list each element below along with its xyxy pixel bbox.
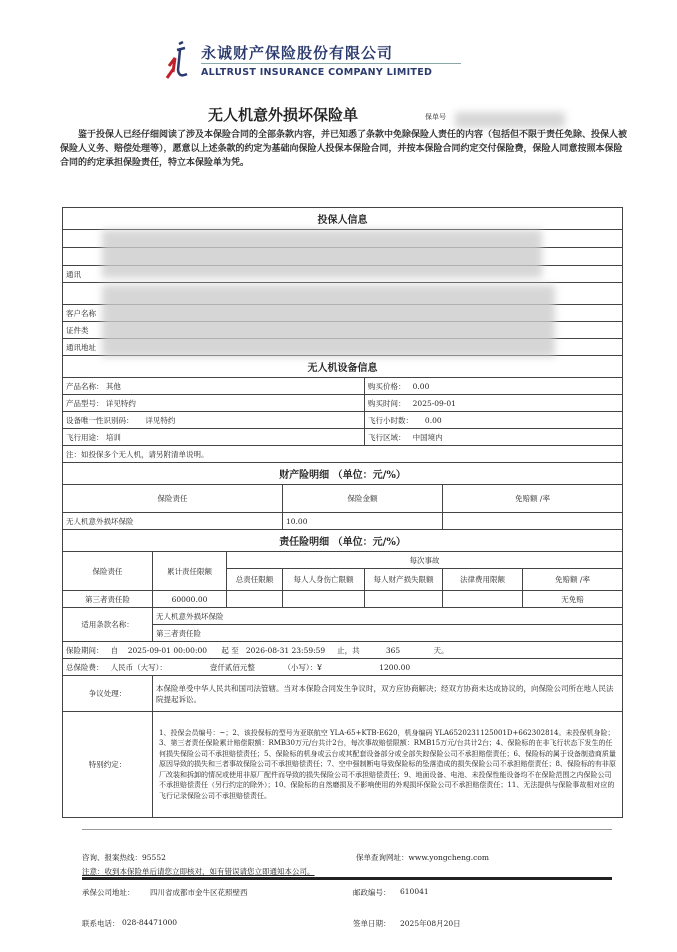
- address: 四川省成都市金牛区花照壁西: [150, 888, 248, 897]
- liability-subcol: 每人财产损失限额: [365, 569, 443, 591]
- liability-col-total: 累计责任限额: [153, 552, 227, 591]
- liability-col-duty: 保险责任: [63, 552, 153, 591]
- liability-header: 责任险明细 （单位：元/%）: [63, 530, 623, 552]
- period-unit: 天。: [433, 645, 449, 655]
- clause-item: 第三者责任险: [153, 625, 623, 642]
- period-from-label: 自: [110, 645, 119, 655]
- device-value: 培训: [105, 432, 121, 442]
- footer-thick-line: [82, 877, 612, 880]
- device-label: 设备唯一性识别码：: [66, 415, 134, 425]
- property-col-amount: 保险金额: [283, 485, 443, 513]
- insured-label-name: 客户名称: [63, 305, 623, 322]
- device-note: 注：如投保多个无人机，请另附清单说明。: [63, 446, 623, 463]
- device-value: 其他: [105, 381, 121, 391]
- device-row: [63, 378, 623, 395]
- property-duty: 无人机意外损坏保险: [63, 513, 283, 530]
- property-deductible: [443, 513, 623, 530]
- device-row: [63, 412, 623, 429]
- applicant-label-contact: 通讯: [63, 266, 623, 283]
- dispute-text: 本保险单受中华人民共和国司法管辖。当对本保险合同发生争议时，双方应协商解决；经双方协商未达成协议的，向保险公司所在地人民法院提起诉讼。: [153, 676, 623, 712]
- sign-date-label: 签单日期：: [353, 919, 391, 928]
- premium-lower: 1200.00: [379, 662, 411, 672]
- sign-date: 2025年08月20日: [400, 919, 461, 928]
- clauses-label: 适用条款名称：: [63, 608, 153, 642]
- postcode: 610041: [400, 887, 429, 896]
- period-row: [63, 642, 623, 659]
- phone-label: 联系电话：: [82, 919, 120, 928]
- property-col-duty: 保险责任: [63, 485, 283, 513]
- company-logo-mark-icon: [165, 40, 195, 84]
- device-label: 购买价格：: [368, 381, 406, 391]
- special-text: 1、投保会员编号：~；2、该投保标的型号为亚联航空 YLA-65+KTB-E620，机身编码 YLA6520231125001D+662302814。未投保机身险；3、第三者责任保险累计赔偿限额：RMB30万元/台共计2台，每次事故赔偿限额：RMB15万元/台共计2台；4、保险标的在非飞行状态下发生的任何损失保险公司不承担赔偿责任；5、保险标的机身或云台或其配套设备部分或全部失踪保险公司不承担赔偿责任；6、保险标的属于设备制造商质量原因导致的损失和三者事故保险公司不承担赔偿责任；7、空中强制断电导致保险标的坠落造成的损失保险公司不承担赔偿责任；8、保险标的有非原厂改装和拆卸的情况或使用非原厂配件而导致的损失保险公司不承担赔偿责任；9、地面设备、电池、未投保性能设备均不在保险范围之内保险公司不承担赔偿责任（另行约定的除外）；10、保险标的自然磨损及不影响使用的外观损坏保险公司不承担赔偿责任；11、无法提供与保险事故相对应的飞行记录保险公司不承担赔偿责任。: [153, 712, 623, 818]
- intro-paragraph: 鉴于投保人已经仔细阅读了涉及本保险合同的全部条款内容，并已知悉了条款中免除保险人责任的内容（包括但不限于责任免除、投保人被保险人义务、赔偿处理等），愿意以上述条款的约定为基础向保险人投保本保险合同，并按本保险合同约定交付保险费，保险人同意按照本保险合同的约定承担保险责任，特立本保险单为凭。: [60, 130, 628, 168]
- device-label: 飞行用途：: [66, 432, 104, 442]
- liability-subcol: 法律费用限额: [443, 569, 523, 591]
- address-label: 承保公司地址：: [82, 888, 135, 897]
- liability-col-each: 每次事故: [227, 552, 623, 569]
- device-label: 购买时间：: [368, 398, 406, 408]
- property-header: 财产险明细 （单位：元/%）: [63, 463, 623, 485]
- period-days: 365: [385, 645, 401, 655]
- premium-row: [63, 659, 623, 676]
- device-value: 0.00: [412, 381, 430, 391]
- liability-subcol: 总责任限额: [227, 569, 283, 591]
- liability-total: 60000.00: [153, 591, 227, 608]
- device-row: [63, 429, 623, 446]
- device-label: 飞行区域：: [368, 432, 406, 442]
- redacted-applicant-info: [102, 230, 542, 278]
- premium-lower-label: （小写）：¥: [283, 662, 322, 672]
- phone: 028-84471000: [122, 918, 178, 927]
- insured-label-address: 通讯地址: [63, 339, 623, 356]
- period-label: 保险期间：: [66, 645, 104, 655]
- device-row: [63, 395, 623, 412]
- property-col-deductible: 免赔额 /率: [443, 485, 623, 513]
- company-logo: [165, 40, 465, 84]
- device-value: 0.00: [424, 415, 442, 425]
- hotline: 咨询、报案热线：95552: [82, 853, 166, 862]
- document-title: 无人机意外损坏保险单: [208, 106, 359, 124]
- premium-upper-label: 人民币（大写）：: [110, 662, 167, 672]
- liability-subcol: 免赔额 /率: [523, 569, 623, 591]
- dispute-label: 争议处理：: [63, 676, 153, 712]
- logo-divider: [201, 63, 461, 64]
- liability-row: [63, 591, 623, 608]
- liability-deductible: 无免赔: [523, 591, 623, 608]
- period-to-label: 起 至: [221, 645, 239, 655]
- device-label: 飞行小时数：: [368, 415, 413, 425]
- device-value: 详见特约: [145, 415, 176, 425]
- website: 保单查询网址：www.yongcheng.com: [356, 853, 489, 862]
- period-start: 2025-09-01 00:00:00: [127, 645, 208, 655]
- period-end: 2026-08-31 23:59:59: [245, 645, 326, 655]
- redacted-insured-info: [102, 285, 555, 357]
- device-value: 详见特约: [105, 398, 136, 408]
- premium-upper: 壹仟贰佰元整: [209, 662, 255, 672]
- policy-number-label: 保单号: [425, 113, 446, 121]
- device-label: 产品名称：: [66, 381, 104, 391]
- company-name-en: ALLTRUST INSURANCE COMPANY LIMITED: [201, 67, 433, 78]
- premium-label: 总保险费：: [66, 662, 104, 672]
- liability-duty: 第三者责任险: [63, 591, 153, 608]
- liability-subcol: 每人人身伤亡限额: [283, 569, 365, 591]
- device-header: 无人机设备信息: [63, 356, 623, 378]
- insured-label-id-type: 证件类: [63, 322, 623, 339]
- company-name-cn: 永诚财产保险股份有限公司: [201, 44, 394, 62]
- footer-divider: [82, 829, 612, 830]
- applicant-header: 投保人信息: [63, 208, 623, 230]
- property-amount: 10.00: [283, 513, 443, 530]
- redacted-policy-number: [455, 112, 565, 128]
- postcode-label: 邮政编号：: [353, 888, 391, 897]
- device-value: 中国境内: [412, 432, 443, 442]
- device-value: 2025-09-01: [412, 398, 456, 408]
- property-row: [63, 513, 623, 530]
- clause-item: 无人机意外损坏保险: [153, 608, 623, 625]
- special-label: 特别约定：: [63, 712, 153, 818]
- notice: 注意：收到本保险单后请您立即核对，如有错误请您立即通知本公司。: [82, 867, 315, 876]
- period-total-label: 止，共: [337, 645, 360, 655]
- device-label: 产品型号：: [66, 398, 104, 408]
